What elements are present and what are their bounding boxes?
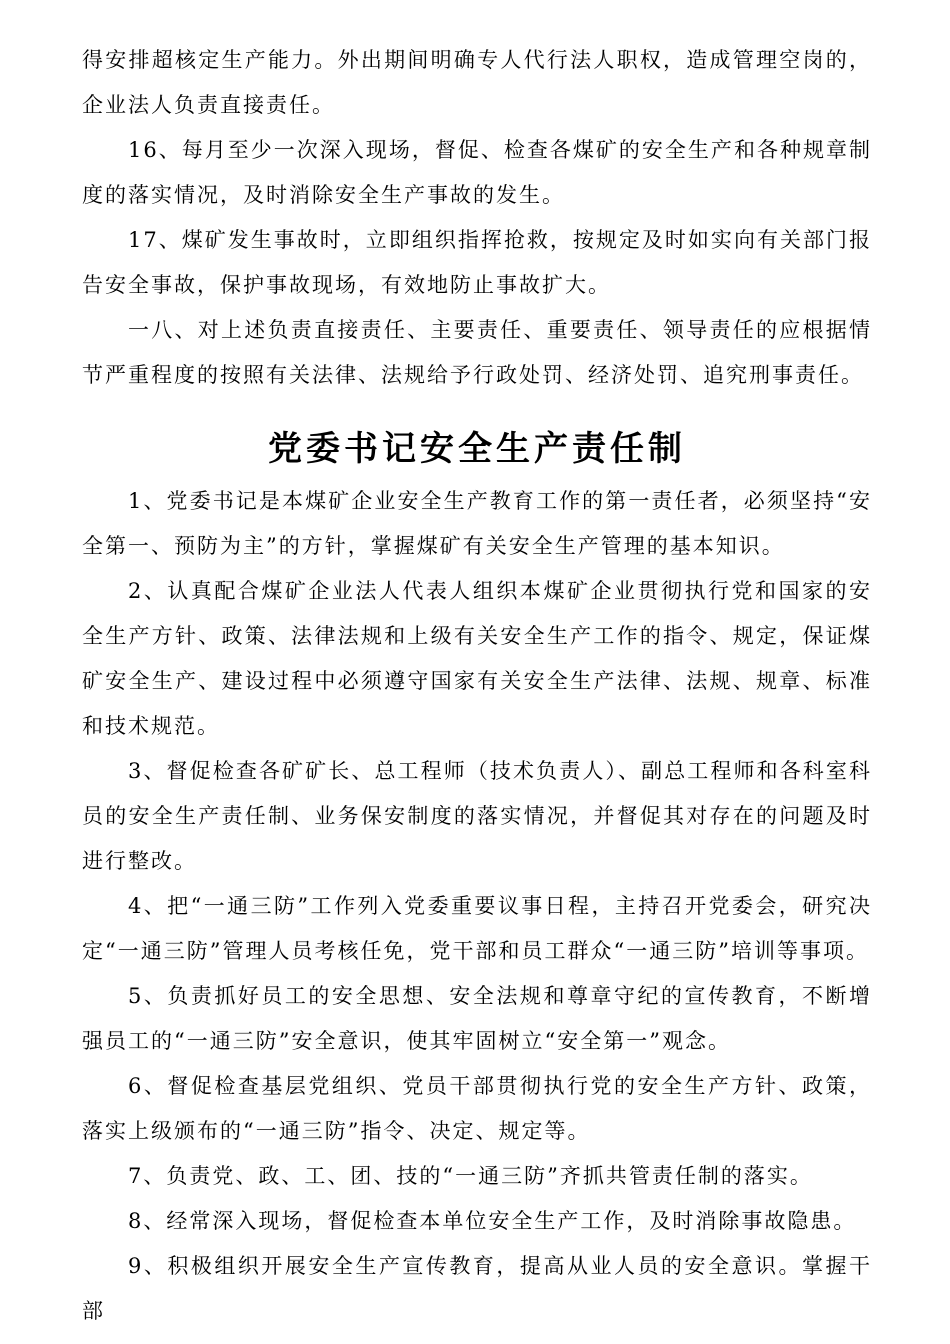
paragraph-item-9: 9、积极组织开展安全生产宣传教育，提高从业人员的安全意识。掌握干部	[82, 1254, 872, 1323]
paragraph-continued: 得安排超核定生产能力。外出期间明确专人代行法人职权，造成管理空岗的，企业法人负责直接责任。	[82, 48, 872, 117]
paragraph-item-7: 7、负责党、政、工、团、技的“一通三防”齐抓共管责任制的落实。	[128, 1164, 813, 1188]
paragraph-item-2: 2、认真配合煤矿企业法人代表人组织本煤矿企业贯彻执行党和国家的安全生产方针、政策、法律法规和上级有关安全生产工作的指令、规定，保证煤矿安全生产、建设过程中必须遵守国家有关安全生产法律、法规、规章、标准和技术规范。	[82, 579, 872, 738]
section-title: 党委书记安全生产责任制	[268, 429, 686, 469]
paragraph-item-3: 3、督促检查各矿矿长、总工程师（技术负责人）、副总工程师和各科室科员的安全生产责任制、业务保安制度的落实情况，并督促其对存在的问题及时进行整改。	[82, 759, 872, 873]
paragraph-item-5: 5、负责抓好员工的安全思想、安全法规和尊章守纪的宣传教育，不断增强员工的“一通三防”安全意识，使其牢固树立“安全第一”观念。	[82, 984, 872, 1053]
paragraph-item-16: 16、每月至少一次深入现场，督促、检查各煤矿的安全生产和各种规章制度的落实情况，及时消除安全生产事故的发生。	[82, 138, 872, 207]
document-page	[82, 38, 872, 1334]
paragraph-item-8: 8、经常深入现场，督促检查本单位安全生产工作，及时消除事故隐患。	[128, 1209, 857, 1233]
paragraph-item-17: 17、煤矿发生事故时，立即组织指挥抢救，按规定及时如实向有关部门报告安全事故，保护事故现场，有效地防止事故扩大。	[82, 228, 872, 297]
paragraph-item-18: 一八、对上述负责直接责任、主要责任、重要责任、领导责任的应根据情节严重程度的按照有关法律、法规给予行政处罚、经济处罚、追究刑事责任。	[82, 318, 872, 387]
paragraph-item-1: 1、党委书记是本煤矿企业安全生产教育工作的第一责任者，必须坚持“安全第一、预防为主”的方针，掌握煤矿有关安全生产管理的基本知识。	[82, 489, 872, 558]
paragraph-item-4: 4、把“一通三防”工作列入党委重要议事日程，主持召开党委会，研究决定“一通三防”管理人员考核任免，党干部和员工群众“一通三防”培训等事项。	[82, 894, 872, 963]
paragraph-item-6: 6、督促检查基层党组织、党员干部贯彻执行党的安全生产方针、政策，落实上级颁布的“一通三防”指令、决定、规定等。	[82, 1074, 872, 1143]
